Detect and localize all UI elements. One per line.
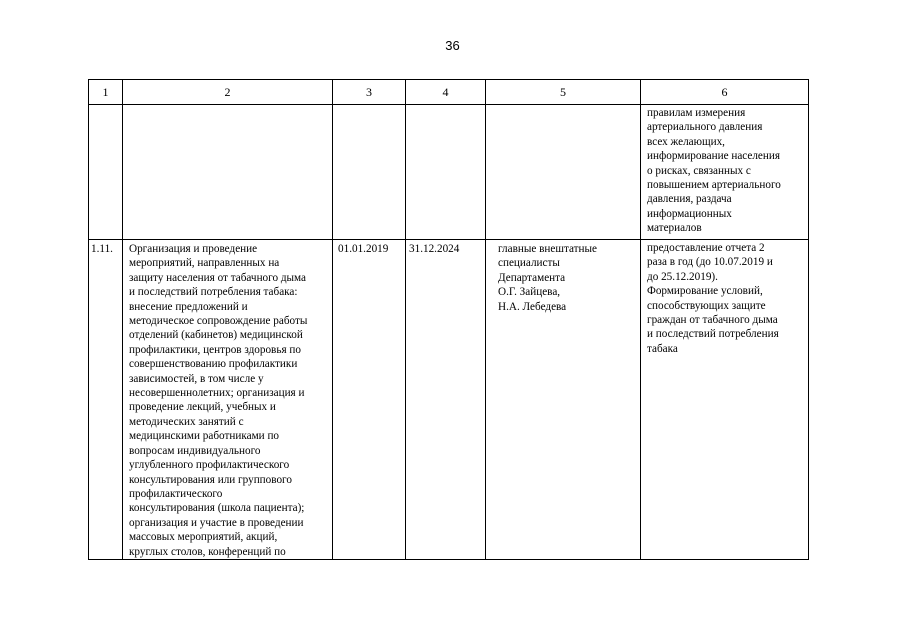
column-header-1: 1 bbox=[89, 80, 123, 105]
plan-table bbox=[88, 79, 809, 560]
responsible-cell bbox=[486, 240, 641, 560]
end-date bbox=[406, 105, 485, 107]
start-date-cell bbox=[333, 240, 406, 560]
result-cell bbox=[641, 105, 809, 240]
table-row bbox=[89, 105, 809, 240]
event-cell bbox=[123, 240, 333, 560]
event-text: Организация и проведение мероприятий, направленных на защиту населения от табачного дыма и последствий потребления табака: внесение предложений и методическое сопровождение работы отделений (кабинетов) медицинской профилактики, центров здоровья по совершенствованию профилактики зависимостей, в том числе у несовершеннолетних; организация и проведение лекций, учебных и методических занятий с медицинскими работниками по вопросам индивидуального углубленного профилактического консультирования или группового профилактического консультирования (школа пациента); организация и участие в проведении массовых мероприятий, акций, круглых столов, конференций по bbox=[129, 243, 308, 558]
event-cell bbox=[123, 105, 333, 240]
table-row bbox=[89, 240, 809, 560]
end-date-cell bbox=[406, 240, 486, 560]
column-header-4: 4 bbox=[406, 80, 486, 105]
start-date-cell bbox=[333, 105, 406, 240]
result-cell bbox=[641, 240, 809, 560]
responsible-text bbox=[486, 105, 640, 107]
responsible-cell bbox=[486, 105, 641, 240]
column-header-2: 2 bbox=[123, 80, 333, 105]
end-date: 31.12.2024 bbox=[409, 243, 460, 255]
row-number-cell bbox=[89, 240, 123, 560]
result-text: предоставление отчета 2 раза в год (до 10.07.2019 и до 25.12.2019). Формирование условий, способствующих защите граждан от табачного дыма и последствий потребления табака bbox=[647, 242, 779, 355]
row-number bbox=[89, 105, 122, 107]
table-header-row bbox=[89, 80, 809, 105]
start-date: 01.01.2019 bbox=[338, 243, 389, 255]
column-header-3: 3 bbox=[333, 80, 406, 105]
end-date-cell bbox=[406, 105, 486, 240]
result-text: правилам измерения артериального давления всех желающих, информирование населения о рисках, связанных с повышением артериального давления, раздача информационных материалов bbox=[647, 107, 781, 235]
start-date bbox=[333, 105, 405, 107]
responsible-text: главные внештатные специалисты Департамента О.Г. Зайцева, Н.А. Лебедева bbox=[498, 243, 598, 313]
column-header-5: 5 bbox=[486, 80, 641, 105]
page-number: 36 bbox=[445, 38, 460, 53]
row-number-cell bbox=[89, 105, 123, 240]
event-text bbox=[123, 105, 332, 107]
row-number: 1.11. bbox=[91, 243, 113, 255]
column-header-6: 6 bbox=[641, 80, 809, 105]
